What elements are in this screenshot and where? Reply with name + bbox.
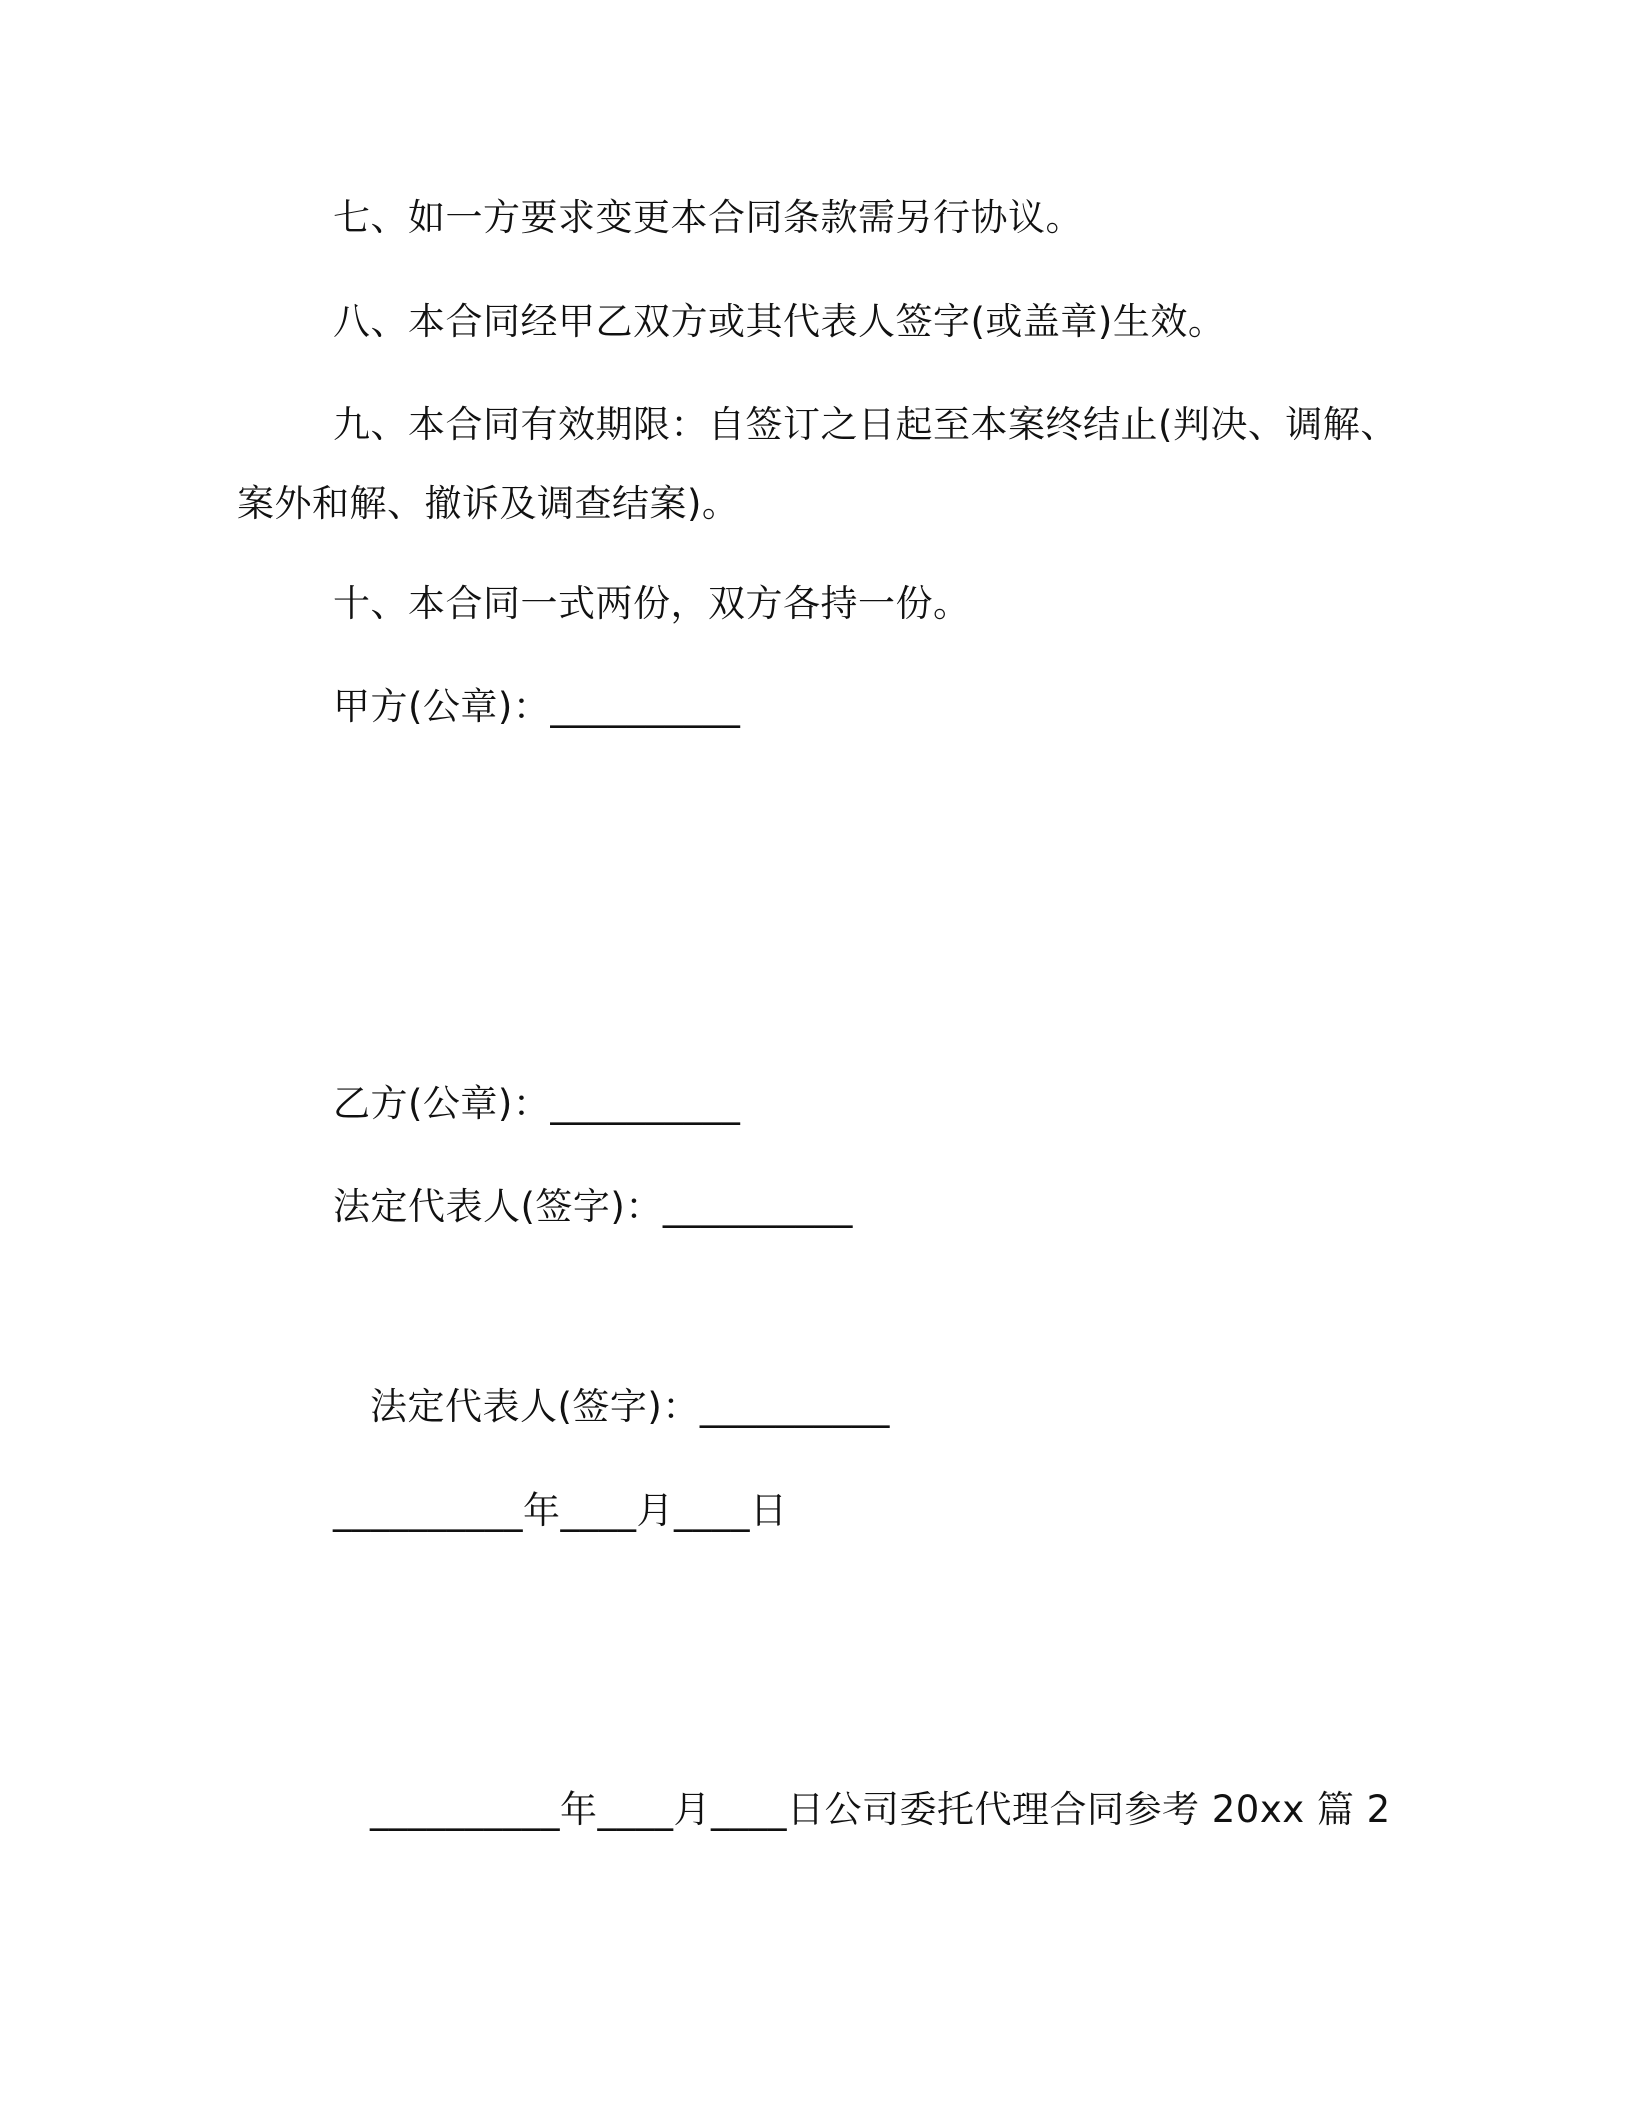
clause-9-line-2: 案外和解、撤诉及调查结案)。: [237, 482, 740, 525]
clause-8: 八、本合同经甲乙双方或其代表人签字(或盖章)生效。: [333, 300, 1226, 343]
legal-representative-signature-line-2: 法定代表人(签字)：__________: [370, 1385, 890, 1428]
party-a-seal-line: 甲方(公章)：__________: [333, 685, 741, 728]
party-b-seal-line: 乙方(公章)：__________: [333, 1082, 741, 1125]
clause-7: 七、如一方要求变更本合同条款需另行协议。: [333, 196, 1083, 239]
legal-representative-signature-line-1: 法定代表人(签字)：__________: [333, 1185, 853, 1228]
date-line-1: __________年____月____日: [333, 1489, 788, 1532]
date-line-2-with-next-title: __________年____月____日公司委托代理合同参考 20xx 篇 2: [370, 1788, 1391, 1831]
clause-9-line-1: 九、本合同有效期限：自签订之日起至本案终结止(判决、调解、: [333, 403, 1398, 446]
clause-10: 十、本合同一式两份，双方各持一份。: [333, 582, 971, 625]
